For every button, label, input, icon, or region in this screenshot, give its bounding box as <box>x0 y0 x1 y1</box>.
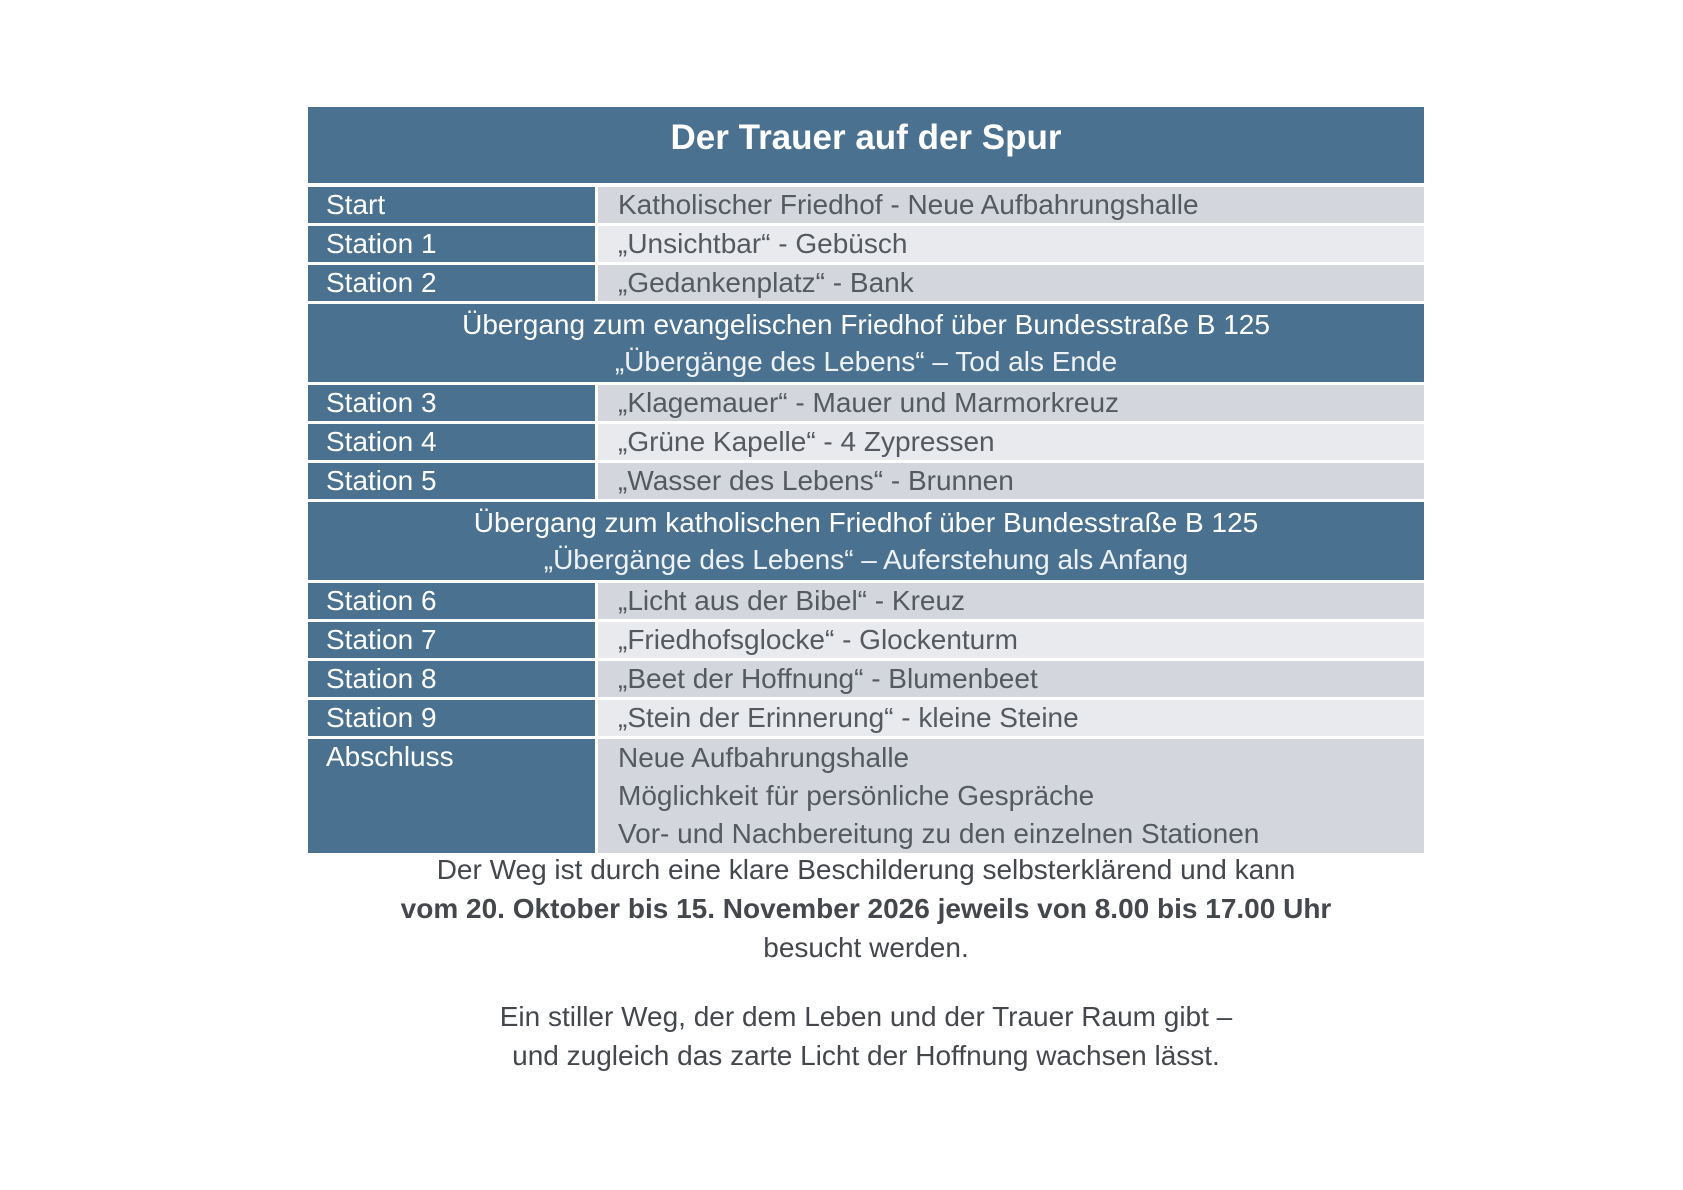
route-sheet <box>308 107 1424 853</box>
note-line: Der Weg ist durch eine klare Beschilderung selbsterklärend und kann <box>436 854 1296 885</box>
station-label: Station 3 <box>308 385 598 424</box>
station-row <box>308 700 1424 739</box>
station-description: „Wasser des Lebens“ - Brunnen <box>598 463 1424 502</box>
info-notes <box>308 850 1424 1075</box>
station-label: Station 9 <box>308 700 598 739</box>
station-description: „Stein der Erinnerung“ - kleine Steine <box>598 700 1424 739</box>
transition-cell <box>308 502 1424 583</box>
station-label: Station 2 <box>308 265 598 304</box>
station-row <box>308 583 1424 622</box>
closing-row <box>308 739 1424 853</box>
note-dates: vom 20. Oktober bis 15. November 2026 jeweils von 8.00 bis 17.00 Uhr <box>400 893 1332 924</box>
transition-cell <box>308 304 1424 385</box>
station-description: „Klagemauer“ - Mauer und Marmorkreuz <box>598 385 1424 424</box>
station-label: Station 6 <box>308 583 598 622</box>
transition-subtitle: „Übergänge des Lebens“ – Tod als Ende <box>614 346 1118 377</box>
transition-subtitle: „Übergänge des Lebens“ – Auferstehung als Anfang <box>543 544 1189 575</box>
station-row <box>308 226 1424 265</box>
station-row <box>308 187 1424 226</box>
station-description: Katholischer Friedhof - Neue Aufbahrungshalle <box>598 187 1424 226</box>
station-row <box>308 424 1424 463</box>
closing-desc <box>598 739 1424 853</box>
station-label: Station 7 <box>308 622 598 661</box>
title-row <box>308 107 1424 187</box>
transition-title: Übergang zum evangelischen Friedhof über Bundesstraße B 125 <box>462 309 1270 340</box>
page-title: Der Trauer auf der Spur <box>308 107 1424 187</box>
station-description: „Beet der Hoffnung“ - Blumenbeet <box>598 661 1424 700</box>
note-spacer <box>308 967 1424 997</box>
station-row <box>308 385 1424 424</box>
station-row <box>308 661 1424 700</box>
transition-row <box>308 502 1424 583</box>
closing-line: Neue Aufbahrungshalle <box>618 742 910 773</box>
transition-row <box>308 304 1424 385</box>
station-label: Station 5 <box>308 463 598 502</box>
station-label: Station 4 <box>308 424 598 463</box>
station-label: Start <box>308 187 598 226</box>
route-table <box>308 107 1424 853</box>
station-description: „Friedhofsglocke“ - Glockenturm <box>598 622 1424 661</box>
station-description: „Gedankenplatz“ - Bank <box>598 265 1424 304</box>
station-description: „Unsichtbar“ - Gebüsch <box>598 226 1424 265</box>
station-label: Station 8 <box>308 661 598 700</box>
note-line: besucht werden. <box>763 932 969 963</box>
note-line: und zugleich das zarte Licht der Hoffnung wachsen lässt. <box>512 1040 1220 1071</box>
transition-title: Übergang zum katholischen Friedhof über Bundesstraße B 125 <box>473 507 1259 538</box>
station-description: „Licht aus der Bibel“ - Kreuz <box>598 583 1424 622</box>
station-row <box>308 622 1424 661</box>
station-row <box>308 463 1424 502</box>
closing-line: Möglichkeit für persönliche Gespräche <box>618 780 1095 811</box>
route-body <box>308 187 1424 853</box>
closing-line: Vor- und Nachbereitung zu den einzelnen Stationen <box>618 818 1260 849</box>
note-line: Ein stiller Weg, der dem Leben und der Trauer Raum gibt – <box>499 1001 1233 1032</box>
station-label: Station 1 <box>308 226 598 265</box>
closing-label: Abschluss <box>308 739 598 853</box>
station-description: „Grüne Kapelle“ - 4 Zypressen <box>598 424 1424 463</box>
station-row <box>308 265 1424 304</box>
